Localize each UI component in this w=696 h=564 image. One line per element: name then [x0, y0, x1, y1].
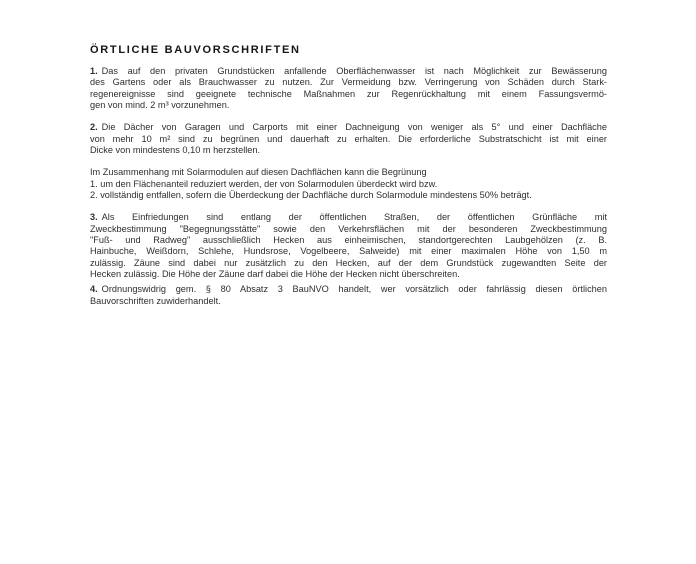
text-line: 4. Ordnungswidrig gem. § 80 Absatz 3 BauNVO handelt, wer vorsätzlich oder fahrlässig diesen örtlichen	[90, 284, 607, 295]
text-line: 1. Das auf den privaten Grundstücken anfallende Oberflächenwasser ist nach Möglichkeit zur Bewässerung	[90, 66, 607, 76]
text-line: gen von mind. 2 m³ vorzunehmen.	[90, 99, 230, 110]
text-line: 1. um den Flächenanteil reduziert werden, der von Solarmodulen überdeckt wird bzw.	[90, 178, 438, 189]
text-line: Bauvorschriften zuwiderhandelt.	[90, 295, 221, 306]
paragraph-1	[90, 66, 607, 111]
text-line: des Gartens oder als Brauchwasser zu nutzen. Zur Vermeidung bzw. Verringerung von Schäden durch Stark-	[90, 77, 607, 88]
paragraph-number: 1.	[90, 66, 98, 76]
text-line: Im Zusammenhang mit Solarmodulen auf diesen Dachflächen kann die Begrünung	[90, 167, 427, 178]
text-line: 2. Die Dächer von Garagen und Carports mit einer Dachneigung von weniger als 5° und einer Dachfläche	[90, 122, 607, 133]
text-line: "Fuß- und Radweg" ausschließlich Hecken aus einheimischen, standortgerechten Laubgehölzen (z. B.	[90, 234, 607, 245]
text-line: Zweckbestimmung "Begegnungsstätte" sowie den Verkehrsflächen mit der besonderen Zweckbestimmung	[90, 223, 607, 234]
text-line: Dicke von mindestens 0,10 m herzstellen.	[90, 144, 261, 155]
paragraph-number: 4.	[90, 284, 98, 295]
text-line: Hainbuche, Weißdorn, Schlehe, Hundsrose, Vogelbeere, Salweide) mit einer maximalen Höhe von 1,50 m	[90, 246, 607, 257]
document-body	[90, 66, 607, 307]
text-line: 2. vollständig entfallen, sofern die Überdeckung der Dachfläche durch Solarmodule mindestens 50% beträgt.	[90, 189, 532, 200]
page-title: ÖRTLICHE BAUVORSCHRIFTEN	[90, 44, 301, 56]
paragraph-solar-note	[90, 167, 607, 201]
text-line: 3. Als Einfriedungen sind entlang der öffentlichen Straßen, der öffentlichen Grünfläche mit	[90, 212, 607, 223]
paragraph-4	[90, 284, 607, 307]
document-page	[90, 44, 607, 318]
paragraph-number: 3.	[90, 212, 98, 223]
paragraph-3	[90, 212, 607, 280]
text-line: von mehr 10 m² sind zu begrünen und dauerhaft zu erhalten. Die erforderliche Substratschicht ist mit einer	[90, 133, 607, 144]
text-line: regenereignisse sind geeignete technische Maßnahmen zur Regenrückhaltung mit einem Fassungsvermö-	[90, 88, 607, 99]
text-line: Hecken zulässig. Die Höhe der Zäune darf dabei die Höhe der Hecken nicht überschreiten.	[90, 268, 460, 279]
text-line: zulässig. Zäune sind dabei nur zusätzlich zu den Hecken, auf der dem Grundstück zugewandten Seite der	[90, 257, 607, 268]
paragraph-2	[90, 122, 607, 156]
paragraph-number: 2.	[90, 122, 98, 133]
